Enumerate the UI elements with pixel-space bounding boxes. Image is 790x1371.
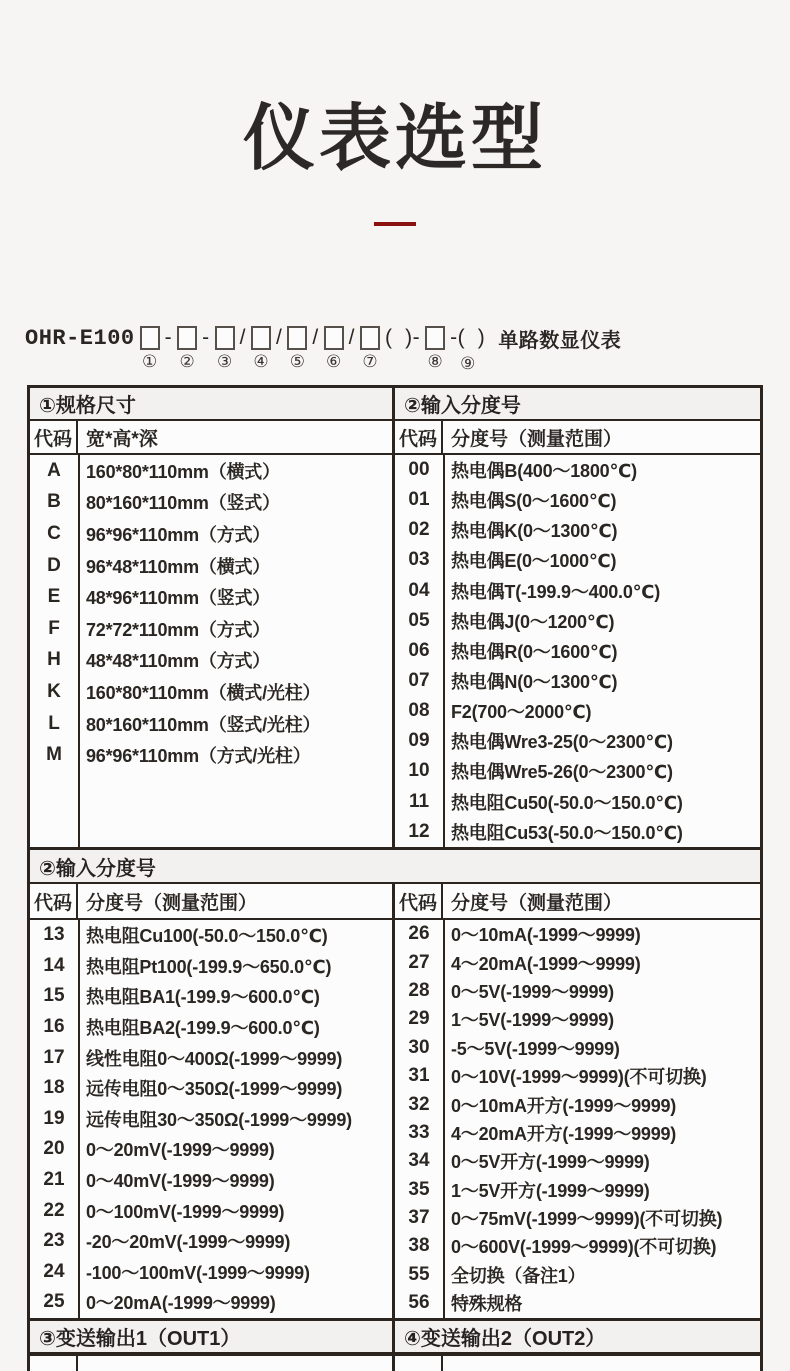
row-code: 56 (408, 1292, 430, 1314)
table-row (30, 1042, 392, 1073)
row-description: 热电偶J(0～1200℃) (451, 611, 615, 632)
model-code-text (385, 324, 420, 376)
model-code-box (287, 324, 307, 374)
table-row (30, 518, 392, 550)
row-description: 48*96*110mm（竖式） (86, 588, 271, 609)
model-code-text (498, 324, 621, 376)
row-code: 00 (408, 459, 430, 481)
table-row (395, 606, 760, 636)
code-input-box (287, 326, 307, 350)
row-description: 0～10mA开方(-1999～9999) (451, 1095, 677, 1116)
model-code-box (215, 324, 235, 374)
row-code: 21 (43, 1169, 65, 1191)
table-row (395, 1232, 760, 1260)
row-code: 15 (43, 985, 65, 1007)
position-number: ⑦ (362, 352, 378, 371)
table-row (395, 1261, 760, 1289)
row-code: 31 (408, 1065, 430, 1087)
model-code-text (240, 324, 246, 376)
table-row (395, 1034, 760, 1062)
row-code: H (47, 649, 61, 671)
row-code: 23 (43, 1230, 65, 1252)
row-description: 48*48*110mm（方式） (86, 651, 271, 672)
model-code-box (425, 324, 445, 374)
position-number: ⑥ (326, 352, 342, 371)
row-description: 特殊规格 (451, 1294, 523, 1315)
page-title: 仪表选型 (242, 99, 547, 179)
table-row (395, 485, 760, 515)
row-description: 热电偶R(0～1600℃) (451, 641, 618, 662)
model-code-text (202, 324, 210, 376)
row-code: 33 (408, 1121, 430, 1143)
row-code: 32 (408, 1093, 430, 1115)
row-description-cell (78, 1356, 392, 1371)
row-code: 30 (408, 1036, 430, 1058)
row-description: -100～100mV(-1999～9999) (86, 1262, 310, 1283)
table-row (30, 1257, 392, 1288)
row-description: 80*160*110mm（竖式/光柱） (86, 714, 321, 735)
row-description: F2(700～2000℃) (451, 702, 592, 723)
row-description: 热电阻Cu100(-50.0～150.0℃) (86, 926, 328, 947)
row-description: 线性电阻0～400Ω(-1999～9999) (86, 1048, 343, 1069)
row-code: 55 (408, 1263, 430, 1285)
table-row (30, 739, 392, 771)
code-segment-label: / (275, 326, 283, 349)
table-row (30, 1287, 392, 1318)
row-code: M (46, 744, 62, 766)
row-description: 热电偶Wre5-26(0～2300℃) (451, 762, 673, 783)
code-segment-label: 单路数显仪表 (498, 329, 622, 352)
row-code: 29 (408, 1008, 430, 1030)
code-segment-label: - (164, 326, 173, 349)
row-code: 17 (43, 1046, 65, 1068)
row-code: 13 (43, 924, 65, 946)
code-input-box (140, 326, 160, 350)
row-description: 1～5V开方(-1999～9999) (451, 1180, 650, 1201)
table-row (30, 981, 392, 1012)
table-row (30, 613, 392, 645)
code-input-box (177, 326, 197, 350)
row-description: 热电偶B(400～1800℃) (451, 461, 637, 482)
table-row (30, 550, 392, 582)
code-segment-label: / (348, 326, 355, 349)
code-input-box (360, 326, 380, 350)
table-row (395, 576, 760, 606)
column-divider (78, 455, 80, 847)
row-code: 28 (408, 979, 430, 1001)
row-code: 27 (408, 951, 430, 973)
row-description: 热电偶K(0～1300℃) (451, 521, 618, 542)
row-code: 20 (43, 1138, 65, 1160)
table-row (30, 581, 392, 613)
row-description: 4～20mA开方(-1999～9999) (451, 1123, 677, 1144)
code-segment-label: / (312, 326, 319, 349)
code-segment-label: / (239, 326, 246, 349)
position-number: ① (142, 352, 158, 371)
row-description: 热电偶Wre3-25(0～2300℃) (451, 732, 673, 753)
row-code: 25 (43, 1291, 65, 1313)
row-code: E (47, 586, 61, 608)
table-row (30, 1012, 392, 1043)
table-body-2 (30, 920, 760, 1318)
table-row (395, 726, 760, 756)
table-body-1 (30, 455, 760, 847)
model-code-line (25, 324, 790, 376)
spec-rows (30, 455, 392, 771)
row-code: 05 (408, 609, 430, 631)
table-row (395, 1119, 760, 1147)
section-title-input-2: ②输入分度号 (39, 857, 156, 880)
row-description: 0～10mA(-1999～9999) (451, 925, 641, 946)
title-underline-dash (374, 222, 416, 226)
row-description: 热电偶E(0～1000℃) (451, 551, 617, 572)
position-number: ③ (217, 352, 233, 371)
row-code: C (47, 522, 61, 544)
position-number: ④ (253, 352, 269, 371)
row-code: 22 (43, 1199, 65, 1221)
row-description: 0～10V(-1999～9999)(不可切换) (451, 1067, 707, 1088)
position-number: ⑤ (289, 352, 305, 371)
row-code: K (47, 680, 61, 702)
row-description: 全切换（备注1） (451, 1265, 586, 1286)
input-rows-13-25 (30, 920, 392, 1318)
row-code: 19 (43, 1107, 65, 1129)
code-segment-label: ( )- (385, 326, 421, 349)
table-row (395, 787, 760, 817)
row-code: 38 (408, 1235, 430, 1257)
row-description: 96*96*110mm（方式/光柱） (86, 746, 311, 767)
row-code: L (48, 712, 60, 734)
table-row (30, 1134, 392, 1165)
col-header-code: 代码 (30, 884, 78, 918)
table-row (30, 1195, 392, 1226)
row-description: 热电偶T(-199.9～400.0℃) (451, 581, 661, 602)
model-code-text (165, 324, 173, 376)
row-code: 26 (408, 923, 430, 945)
row-description: 0～75mV(-1999～9999)(不可切换) (451, 1209, 723, 1230)
row-description: 96*48*110mm（横式） (86, 556, 271, 577)
row-code: 14 (43, 954, 65, 976)
column-divider (443, 920, 445, 1318)
row-description: 0～5V开方(-1999～9999) (451, 1152, 650, 1173)
table-row (30, 645, 392, 677)
model-code-text (349, 324, 355, 376)
row-description: 1～5V(-1999～9999) (451, 1010, 614, 1031)
code-segment-label: -( ) (450, 326, 486, 349)
table-row (395, 756, 760, 786)
table-row (30, 487, 392, 519)
table-row (395, 977, 760, 1005)
table-row (395, 1289, 760, 1317)
row-description: 72*72*110mm（方式） (86, 619, 271, 640)
model-code-text (450, 324, 485, 376)
table-row (30, 1165, 392, 1196)
row-code: D (47, 554, 61, 576)
row-code-cell (30, 1356, 78, 1371)
row-code: 03 (408, 549, 430, 571)
table-row (30, 1073, 392, 1104)
col-header-range: 分度号（测量范围） (451, 892, 623, 914)
table-row (395, 545, 760, 575)
row-code: 09 (408, 730, 430, 752)
row-code: 02 (408, 519, 430, 541)
row-description: 4～20mA(-1999～9999) (451, 953, 641, 974)
section-title-input: ②输入分度号 (404, 395, 521, 417)
row-code: 01 (408, 489, 430, 511)
table-row (395, 455, 760, 485)
code-segment-label: - (202, 326, 210, 349)
column-divider (443, 455, 445, 847)
row-code: 24 (43, 1260, 65, 1282)
section-band-1 (30, 388, 760, 421)
row-code: F (48, 617, 60, 639)
row-description: 0～20mA(-1999～9999) (86, 1293, 276, 1314)
table-row (30, 1226, 392, 1257)
row-code: 10 (408, 760, 430, 782)
code-input-box (425, 326, 445, 350)
row-description: 0～5V(-1999～9999) (451, 981, 614, 1002)
table-row (395, 666, 760, 696)
section-title-out1: ③变送输出1（OUT1） (30, 1321, 395, 1352)
selection-table (27, 385, 763, 1371)
table-row (395, 636, 760, 666)
row-description: 热电阻Pt100(-199.9～650.0℃) (86, 956, 332, 977)
row-description: 热电阻BA1(-199.9～600.0℃) (86, 987, 320, 1008)
row-code: 08 (408, 700, 430, 722)
position-number: ⑨ (460, 354, 476, 373)
table-row (395, 696, 760, 726)
row-code: 12 (408, 820, 430, 842)
table-row (395, 817, 760, 847)
table-row (395, 1090, 760, 1118)
row-description: 80*160*110mm（竖式） (86, 493, 280, 514)
row-description-cell (443, 1356, 760, 1371)
row-description: 0～600V(-1999～9999)(不可切换) (451, 1237, 717, 1258)
row-description: 热电偶S(0～1600℃) (451, 491, 617, 512)
row-description: 96*96*110mm（方式） (86, 524, 271, 545)
col-header-dimensions: 宽*高*深 (86, 428, 158, 450)
row-description: 热电偶N(0～1300℃) (451, 672, 618, 693)
row-code: 34 (408, 1150, 430, 1172)
table-row (395, 515, 760, 545)
row-description: 160*80*110mm（横式/光柱） (86, 682, 321, 703)
row-code: A (47, 459, 61, 481)
model-code-box (251, 324, 271, 374)
row-description: 热电阻Cu50(-50.0～150.0℃) (451, 792, 683, 813)
table-row (395, 948, 760, 976)
table-row (395, 1147, 760, 1175)
table-row (395, 920, 760, 948)
table-row (395, 1176, 760, 1204)
row-description: -20～20mV(-1999～9999) (86, 1232, 291, 1253)
model-code-box (177, 324, 197, 374)
col-header-range: 分度号（测量范围） (451, 428, 623, 450)
row-code: 04 (408, 579, 430, 601)
partial-row-cutoff (30, 1354, 760, 1371)
table-row (395, 1204, 760, 1232)
col-header-range: 分度号（测量范围） (86, 892, 258, 914)
row-code: 11 (408, 790, 430, 812)
position-number: ⑧ (427, 352, 443, 371)
model-code-text (312, 324, 318, 376)
table-row (395, 1005, 760, 1033)
code-segment-label: OHR-E100 (25, 325, 135, 351)
row-code: 37 (408, 1207, 430, 1229)
row-description: 热电阻BA2(-199.9～600.0℃) (86, 1018, 320, 1039)
model-code-text (25, 324, 135, 376)
row-description: 0～20mV(-1999～9999) (86, 1140, 275, 1161)
row-description: 0～100mV(-1999～9999) (86, 1201, 285, 1222)
column-header-row-2 (30, 884, 760, 920)
model-code-box (140, 324, 160, 374)
col-header-code: 代码 (395, 884, 443, 918)
code-input-box (324, 326, 344, 350)
row-description: 0～40mV(-1999～9999) (86, 1171, 275, 1192)
table-row (30, 951, 392, 982)
table-row (30, 455, 392, 487)
row-code: 35 (408, 1178, 430, 1200)
row-description: 热电阻Cu53(-50.0～150.0℃) (451, 822, 683, 843)
row-description: 远传电阻0～350Ω(-1999～9999) (86, 1079, 343, 1100)
col-header-code: 代码 (30, 421, 78, 453)
section-title-out2: ④变送输出2（OUT2） (404, 1328, 606, 1350)
code-input-box (251, 326, 271, 350)
model-code-box (324, 324, 344, 374)
section-title-spec: ①规格尺寸 (30, 388, 395, 419)
column-divider (78, 920, 80, 1318)
model-code-box (360, 324, 380, 374)
section-band-3 (30, 1318, 760, 1354)
table-row (395, 1062, 760, 1090)
row-code: 07 (408, 670, 430, 692)
row-code-cell (395, 1356, 443, 1371)
col-header-code: 代码 (395, 421, 443, 453)
table-row (30, 708, 392, 740)
row-code: 18 (43, 1077, 65, 1099)
input-rows-00-12 (395, 455, 760, 847)
model-code-text (276, 324, 282, 376)
table-row (30, 920, 392, 951)
row-description: 160*80*110mm（横式） (86, 461, 280, 482)
table-row (30, 676, 392, 708)
code-input-box (215, 326, 235, 350)
input-rows-26-56 (395, 920, 760, 1317)
section-band-2 (30, 847, 760, 884)
row-code: 06 (408, 639, 430, 661)
row-code: 16 (43, 1016, 65, 1038)
column-header-row-1 (30, 421, 760, 455)
row-code: B (47, 491, 61, 513)
row-description: -5～5V(-1999～9999) (451, 1038, 620, 1059)
position-number: ② (179, 352, 195, 371)
table-row (30, 1104, 392, 1135)
row-description: 远传电阻30～350Ω(-1999～9999) (86, 1109, 352, 1130)
